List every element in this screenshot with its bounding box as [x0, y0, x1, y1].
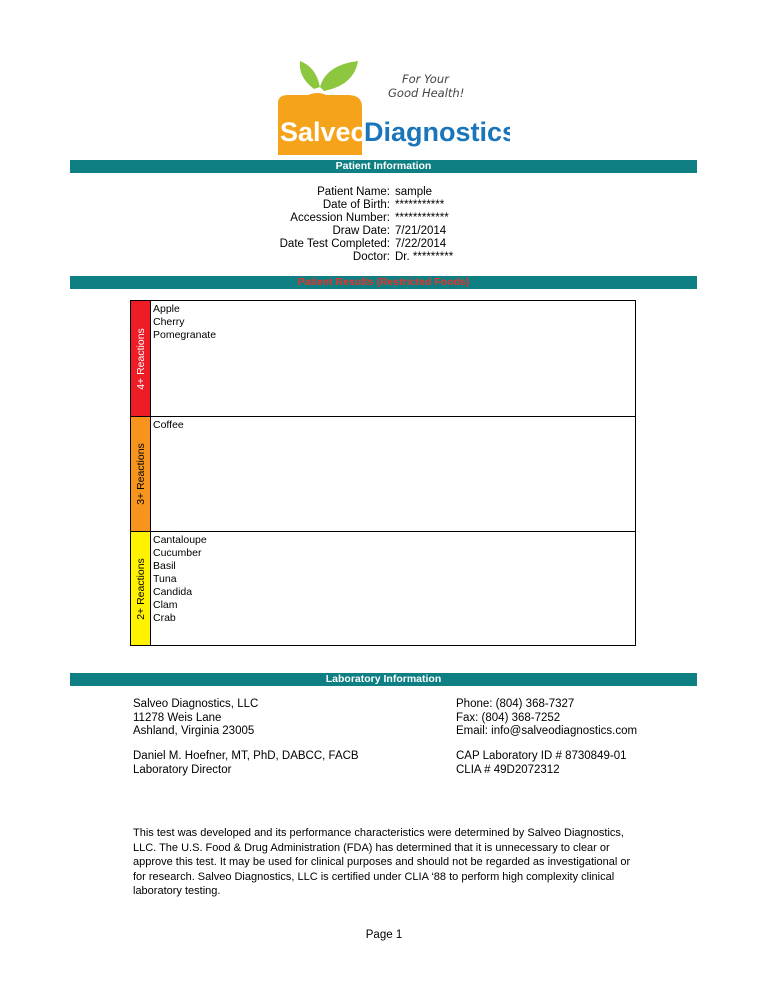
patient-field-label: Date Test Completed:	[279, 238, 390, 250]
food-item: Cucumber	[153, 547, 202, 559]
food-list	[153, 303, 216, 342]
lab-email[interactable]: Email: info@salveodiagnostics.com	[456, 725, 638, 737]
lab-phone: Phone: (804) 368-7327	[456, 698, 575, 710]
reaction-level-label	[131, 532, 151, 645]
logo-leaf-left	[300, 61, 320, 89]
section-bar-patient-information: Patient Information	[70, 160, 697, 173]
food-item: Candida	[153, 586, 193, 598]
patient-field-value: ***********	[395, 199, 445, 211]
lab-accreditation-block	[456, 750, 626, 777]
food-item: Tuna	[153, 573, 177, 585]
reaction-level-label	[131, 301, 151, 416]
food-item: Crab	[153, 612, 176, 624]
patient-field-value: ************	[395, 212, 449, 224]
lab-address-block	[133, 698, 258, 739]
logo-brand-salveo: Salveo	[280, 117, 368, 147]
reaction-color-band	[131, 417, 151, 531]
patient-field-label: Doctor:	[352, 251, 390, 263]
food-list	[153, 419, 184, 432]
lab-city: Ashland, Virginia 23005	[133, 725, 255, 737]
patient-field-row	[200, 251, 500, 264]
food-item: Cherry	[153, 316, 185, 328]
lab-cap-id: CAP Laboratory ID # 8730849-01	[456, 750, 627, 762]
food-item: Coffee	[153, 419, 184, 431]
logo-leaf-right	[320, 61, 358, 91]
patient-field-row	[200, 212, 500, 225]
patient-field-value: sample	[395, 186, 433, 198]
reaction-tier	[131, 301, 635, 417]
lab-director-title: Laboratory Director	[133, 763, 232, 776]
reaction-tier	[131, 417, 635, 532]
results-table	[130, 300, 636, 646]
patient-field-value: 7/21/2014	[395, 225, 447, 237]
patient-field-label: Date of Birth:	[322, 199, 390, 211]
reaction-color-band	[131, 301, 151, 416]
patient-field-row	[200, 238, 500, 251]
patient-field-label: Accession Number:	[290, 212, 390, 224]
lab-clia-id: CLIA # 49D2072312	[456, 763, 560, 776]
logo-tagline-line2: Good Health!	[388, 86, 465, 100]
lab-name: Salveo Diagnostics, LLC	[133, 698, 259, 710]
food-item: Clam	[153, 599, 178, 611]
food-item: Basil	[153, 560, 176, 572]
food-item: Cantaloupe	[153, 534, 207, 546]
reaction-level-label	[131, 417, 151, 531]
patient-field-row	[200, 186, 500, 199]
section-bar-patient-results: Patient Results (Restricted Foods)	[70, 276, 697, 289]
lab-director-block	[133, 750, 359, 777]
page-number: Page 1	[365, 929, 403, 941]
logo-tagline-line1: For Your	[402, 72, 449, 86]
reaction-level-text: 4+ Reactions	[135, 327, 147, 390]
lab-director-name: Daniel M. Hoefner, MT, PhD, DABCC, FACB	[133, 750, 359, 762]
disclaimer-text: This test was developed and its performance characteristics were determined by Salveo Diagnostics, LLC. The U.S. Food & Drug Administration (FDA) has determined that it is unnecessary to clear or approve this test. It may be used for clinical purposes and should not be regarded as investigational or for research. Salveo Diagnostics, LLC is certified under CLIA ‘88 to perform high complexity clinical laboratory testing.	[133, 827, 631, 897]
food-item: Apple	[153, 303, 180, 315]
logo-graphic	[270, 55, 510, 160]
section-bar-laboratory-information: Laboratory Information	[70, 673, 697, 686]
reaction-level-text: 2+ Reactions	[135, 557, 147, 620]
logo-brand-diagnostics: Diagnostics	[364, 117, 510, 147]
lab-contact-block	[456, 698, 637, 739]
patient-field-value: 7/22/2014	[395, 238, 447, 250]
reaction-color-band	[131, 532, 151, 645]
food-item: Pomegranate	[153, 329, 217, 341]
patient-field-row	[200, 199, 500, 212]
patient-field-value: Dr. *********	[395, 251, 454, 263]
patient-field-label: Patient Name:	[317, 186, 390, 198]
patient-field-label: Draw Date:	[332, 225, 390, 237]
lab-street: 11278 Weis Lane	[133, 711, 222, 724]
salveo-logo	[270, 55, 510, 160]
food-list	[153, 534, 207, 625]
reaction-tier	[131, 532, 635, 645]
patient-field-row	[200, 225, 500, 238]
reaction-level-text: 3+ Reactions	[135, 443, 147, 505]
lab-fax: Fax: (804) 368-7252	[456, 711, 561, 724]
